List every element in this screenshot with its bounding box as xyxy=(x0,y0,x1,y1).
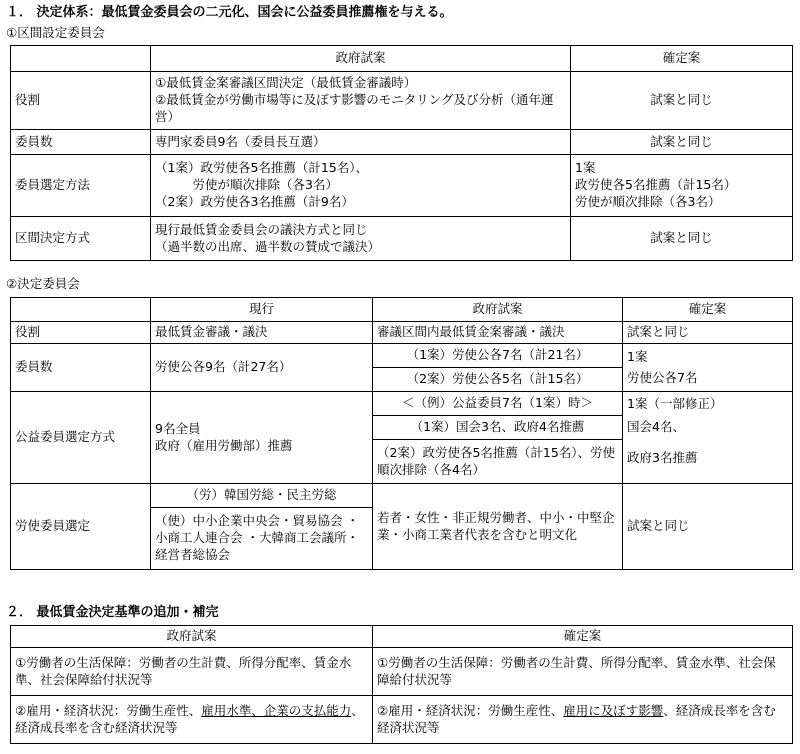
final-cell xyxy=(623,344,793,392)
gov-cell: （1案）政労使各5名推薦（計15名）、 労使が順次排除（各3名） （2案）政労使各3名推薦（計9名） xyxy=(151,155,571,217)
text-plain: 、経済成長率を含む経済状況等 xyxy=(377,702,776,735)
final-cell xyxy=(373,696,793,744)
gov-cell: ①労働者の生活保障：労働者の生計費、所得分配率、賃金水準、社会保障給付状況等 xyxy=(11,648,373,696)
row-label: 労使委員選定 xyxy=(11,484,151,570)
header-current: 現行 xyxy=(151,298,373,322)
current-cell: （使）中小企業中央会・貿易協会 ・小商工人連合会 ・大韓商工会議所・経営者総協会 xyxy=(151,508,373,570)
row-label: 委員選定方法 xyxy=(11,155,151,217)
header-final: 確定案 xyxy=(373,626,793,648)
gov-cell: （1案）労使公各7名（計21名） xyxy=(373,344,623,368)
gov-cell: 若者・女性・非正規労働者、中小・中堅企業・小商工業者代表を含むと明文化 xyxy=(373,484,623,570)
header-final: 確定案 xyxy=(623,298,793,322)
header-final: 確定案 xyxy=(571,46,793,72)
subsection-decision-committee: ②決定委員会 xyxy=(6,276,80,291)
header-blank xyxy=(11,298,151,322)
final-cell: 1案 政労使各5名推薦（計15名） 労使が順次排除（各3名） xyxy=(571,155,793,217)
gov-cell: 専門家委員9名（委員長互選） xyxy=(151,130,571,155)
final-cell: 試案と同じ xyxy=(571,130,793,155)
gov-cell: 審議区間内最低賃金案審議・議決 xyxy=(373,322,623,344)
gov-cell: 現行最低賃金委員会の議決方式と同じ （過半数の出席、過半数の賛成で議決） xyxy=(151,217,571,261)
final-line: 1案（一部修正） xyxy=(627,396,723,411)
gov-cell: ＜（例）公益委員7名（1案）時＞ xyxy=(373,392,623,416)
gov-cell: ①最低賃金案審議区間決定（最低賃金審議時） ②最低賃金が労働市場等に及ぼす影響のモニタリング及び分析（通年運営） xyxy=(151,72,571,130)
final-cell: 試案と同じ xyxy=(623,484,793,570)
text-underlined: 雇用水準、企業の支払能力 xyxy=(201,702,352,718)
row-label: 役割 xyxy=(11,72,151,130)
final-line: 国会4名、 xyxy=(627,418,685,434)
final-cell: ①労働者の生活保障：労働者の生計費、所得分配率、賃金水準、社会保障給付状況等 xyxy=(373,648,793,696)
header-blank xyxy=(11,46,151,72)
row-label: 委員数 xyxy=(11,344,151,392)
current-cell: 最低賃金審議・議決 xyxy=(151,322,373,344)
gov-cell: （2案）労使公各5名（計15名） xyxy=(373,368,623,392)
header-gov-draft: 政府試案 xyxy=(11,626,373,648)
final-cell: 試案と同じ xyxy=(623,322,793,344)
section1-heading: １． 決定体系：最低賃金委員会の二元化、国会に公益委員推薦権を与える。 xyxy=(6,5,453,20)
text-plain: 、経済成長率を含む経済状況等 xyxy=(15,702,364,735)
gov-cell: （1案）国会3名、政府4名推薦 xyxy=(373,416,623,440)
row-label: 公益委員選定方式 xyxy=(11,392,151,484)
current-cell: （労）韓国労総・民主労総 xyxy=(151,484,373,508)
text-plain: ②雇用・経済状況：労働生産性、 xyxy=(377,702,564,718)
final-cell: 試案と同じ xyxy=(571,72,793,130)
current-cell: 労使公各9名（計27名） xyxy=(151,344,373,392)
wage-criteria-table xyxy=(10,625,793,744)
gov-cell: （2案）政労使各5名推薦（計15名）、労使順次排除（各4名） xyxy=(373,440,623,484)
final-line: 1案 xyxy=(627,348,648,364)
section2-heading: ２． 最低賃金決定基準の追加・補完 xyxy=(6,605,219,620)
final-line: 政府3名推薦 xyxy=(627,449,698,465)
header-gov-draft: 政府試案 xyxy=(373,298,623,322)
header-gov-draft: 政府試案 xyxy=(151,46,571,72)
row-label: 役割 xyxy=(11,322,151,344)
current-cell: 9名全員 政府（雇用労働部）推薦 xyxy=(151,392,373,484)
text-plain: ②雇用・経済状況：労働生産性、 xyxy=(15,702,202,718)
text-underlined: 雇用に及ぼす影響 xyxy=(563,702,664,718)
gov-cell xyxy=(11,696,373,744)
subsection-range-committee: ①区間設定委員会 xyxy=(6,25,105,40)
final-cell: 試案と同じ xyxy=(571,217,793,261)
row-label: 区間決定方式 xyxy=(11,217,151,261)
final-line: 労使公各7名 xyxy=(627,369,698,385)
decision-committee-table xyxy=(10,297,793,570)
row-label: 委員数 xyxy=(11,130,151,155)
final-cell xyxy=(623,392,793,484)
range-committee-table xyxy=(10,45,793,261)
